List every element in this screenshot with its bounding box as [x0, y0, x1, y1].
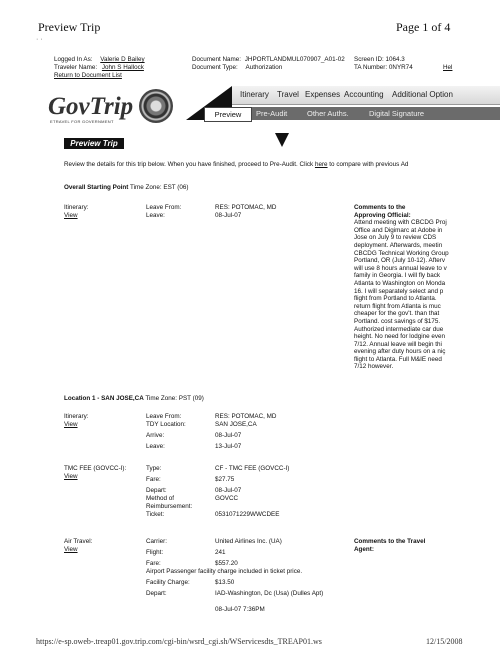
location-1-timezone: Time Zone: PST (09) [145, 395, 204, 402]
screen-id-row [354, 56, 405, 64]
comment-line: 16. I will separately select and p [354, 287, 444, 295]
tab-travel[interactable]: Travel [277, 90, 299, 99]
footer-url: https://e-sp.oweb-.treap01.gov.trip.com/cgi-bin/wsrd_cgi.sh/WServicesdts_TREAP01.ws [36, 637, 322, 646]
comment-line: Authorized intermediate car due [354, 325, 444, 333]
location-leave-value: 13-Jul-07 [215, 443, 242, 450]
document-name-row [192, 56, 345, 64]
return-to-document-list-link[interactable]: Return to Document List [54, 72, 122, 79]
tab-itinerary[interactable]: Itinerary [240, 90, 269, 99]
screen-id-label: Screen ID: [354, 56, 384, 63]
tab-preview[interactable]: Preview [204, 107, 252, 122]
tmc-depart-label: Depart: [146, 487, 167, 494]
comment-line: 7/12 however. [354, 363, 394, 371]
flight-label: Flight: [146, 549, 164, 556]
document-type-row [192, 64, 282, 72]
fare-note: Airport Passenger facility charge included in ticket price. [146, 568, 303, 575]
tmc-method-value: GOVCC [215, 495, 239, 502]
tab-pre-audit[interactable]: Pre-Audit [256, 109, 288, 118]
tab-other-auths[interactable]: Other Auths. [307, 109, 349, 118]
comment-line: Attend meeting with CBCDG Proj [354, 219, 447, 227]
overall-starting-point-heading [64, 184, 188, 192]
comment-line: will use 8 hours annual leave to v [354, 264, 447, 272]
tmc-fee-label: TMC FEE (GOVCC-I): [64, 465, 127, 472]
comment-line: cheaper for the gov't. than that [354, 310, 440, 318]
tmc-method-label: Method of Reimbursement: [146, 495, 193, 510]
ta-number-label: TA Number: [354, 64, 388, 71]
compare-here-link[interactable]: here [314, 161, 328, 168]
comment-line: height. No need for lodgine even [354, 333, 446, 341]
scan-mark: · · [36, 36, 43, 43]
document-type-value: Authorization [245, 64, 283, 71]
air-fare-label: Fare: [146, 560, 161, 567]
carrier-label: Carrier: [146, 538, 167, 545]
print-footer [36, 637, 463, 646]
footer-date: 12/15/2008 [426, 637, 463, 646]
comment-line: evening after duty hours on a niç [354, 348, 446, 356]
preview-trip-badge: Preview Trip [64, 138, 124, 149]
facility-charge-label: Facility Charge: [146, 579, 190, 586]
carrier-value: United Airlines Inc. (UA) [215, 538, 282, 545]
logged-in-row [54, 56, 145, 64]
govtrip-logo-tagline: ETRAVEL FOR GOVERNMENT [50, 119, 114, 124]
comment-line: flight from Portland to Atlanta. [354, 295, 437, 303]
tdy-location-value: SAN JOSE,CA [215, 421, 257, 428]
tab-expenses[interactable]: Expenses [305, 90, 341, 99]
air-travel-view-link[interactable]: View [64, 546, 78, 553]
itinerary-label: Itinerary: [64, 204, 89, 211]
tmc-depart-value: 08-Jul-07 [215, 487, 242, 494]
instructions-text [64, 161, 408, 169]
comment-line: return flight from Atlanta is muc [354, 302, 441, 310]
comments-approving-title: Comments to the Approving Official: [354, 204, 411, 219]
comment-line: flight to Atlanta. Full M&IE need [354, 355, 442, 363]
help-link[interactable]: Hel [443, 64, 453, 71]
arrive-label: Arrive: [146, 432, 165, 439]
logged-in-label: Logged In As: [54, 56, 93, 63]
comments-approving-official [354, 204, 466, 371]
document-type-label: Document Type: [192, 64, 238, 71]
tab-accounting[interactable]: Accounting [344, 90, 384, 99]
document-name-value: JHPORTLANDMUL070907_A01-02 [244, 56, 345, 63]
traveler-name-link[interactable]: John S Hallock [101, 64, 144, 71]
comment-line: Portland, OR (July 10-12). Afterv [354, 257, 445, 265]
location-1-title: Location 1 - SAN JOSE,CA [64, 395, 144, 402]
overall-timezone: Time Zone: EST (06) [130, 184, 189, 191]
govtrip-logo[interactable]: GovTrip [48, 93, 134, 120]
tmc-fee-view-link[interactable]: View [64, 473, 78, 480]
itinerary-view-link[interactable]: View [64, 212, 78, 219]
print-title: Preview Trip [38, 20, 101, 34]
tmc-type-label: Type: [146, 465, 162, 472]
instructions-after: to compare with previous Ad [327, 161, 409, 168]
comment-line: family in Georgia. I will fly back [354, 272, 441, 280]
comment-line: Office and Digimarc at Adobe in [354, 226, 443, 234]
location-1-heading [64, 395, 204, 403]
leave-from-label: Leave From: [146, 204, 182, 211]
tmc-ticket-value: 0531071229WWCDEE [215, 511, 280, 518]
ta-number-row [354, 64, 413, 72]
location-itinerary-view-link[interactable]: View [64, 421, 78, 428]
instructions-before: Review the details for this trip below. When you have finished, proceed to Pre-Audit. Click [64, 161, 315, 168]
location-leave-from-label: Leave From: [146, 413, 182, 420]
tdy-location-label: TDY Location: [146, 421, 186, 428]
comment-line: CBCDG Technical Working Group [354, 249, 449, 257]
comment-line: Atlanta to Washington on Monda [354, 279, 446, 287]
screen-id-value: 1064.3 [385, 56, 405, 63]
tmc-fare-label: Fare: [146, 476, 161, 483]
overall-label: Overall Starting Point [64, 184, 129, 191]
government-seal-icon [139, 89, 173, 123]
comment-line: 7/12. Annual leave will begin thi [354, 340, 442, 348]
page-number: Page 1 of 4 [396, 20, 451, 34]
traveler-row [54, 64, 144, 72]
tab-additional-options[interactable]: Additional Option [392, 90, 453, 99]
arrive-value: 08-Jul-07 [215, 432, 242, 439]
tmc-ticket-label: Ticket: [146, 511, 165, 518]
tab-digital-signature[interactable]: Digital Signature [369, 109, 425, 118]
leave-value: 08-Jul-07 [215, 212, 242, 219]
flight-value: 241 [215, 549, 226, 556]
air-depart-time: 08-Jul-07 7:36PM [215, 606, 265, 613]
air-depart-value: IAD-Washington, Dc (Usa) (Dulles Apt) [215, 590, 324, 597]
comment-line: Jose on July 9 to review CDS [354, 234, 437, 242]
facility-charge-value: $13.50 [215, 579, 235, 586]
location-itinerary-label: Itinerary: [64, 413, 89, 420]
tmc-type-value: CF - TMC FEE (GOVCC-I) [215, 465, 290, 472]
tmc-fare-value: $27.75 [215, 476, 235, 483]
ta-number-value: 0NYR74 [388, 64, 413, 71]
leave-label: Leave: [146, 212, 165, 219]
traveler-label: Traveler Name: [54, 64, 98, 71]
air-travel-label: Air Travel: [64, 538, 93, 545]
logged-in-user-link[interactable]: Valerie D Bailey [100, 56, 145, 63]
current-step-arrow-icon [275, 133, 289, 147]
air-depart-label: Depart: [146, 590, 167, 597]
comment-line: deployment. Afterwards, meetin [354, 241, 443, 249]
leave-from-value: RES: POTOMAC, MD [215, 204, 277, 211]
location-leave-from-value: RES: POTOMAC, MD [215, 413, 277, 420]
location-leave-label: Leave: [146, 443, 165, 450]
air-fare-value: $557.20 [215, 560, 238, 567]
comment-line: Portland. cost savings of $175. [354, 317, 441, 325]
document-name-label: Document Name: [192, 56, 241, 63]
comments-travel-agent-title: Comments to the Travel Agent: [354, 538, 426, 553]
